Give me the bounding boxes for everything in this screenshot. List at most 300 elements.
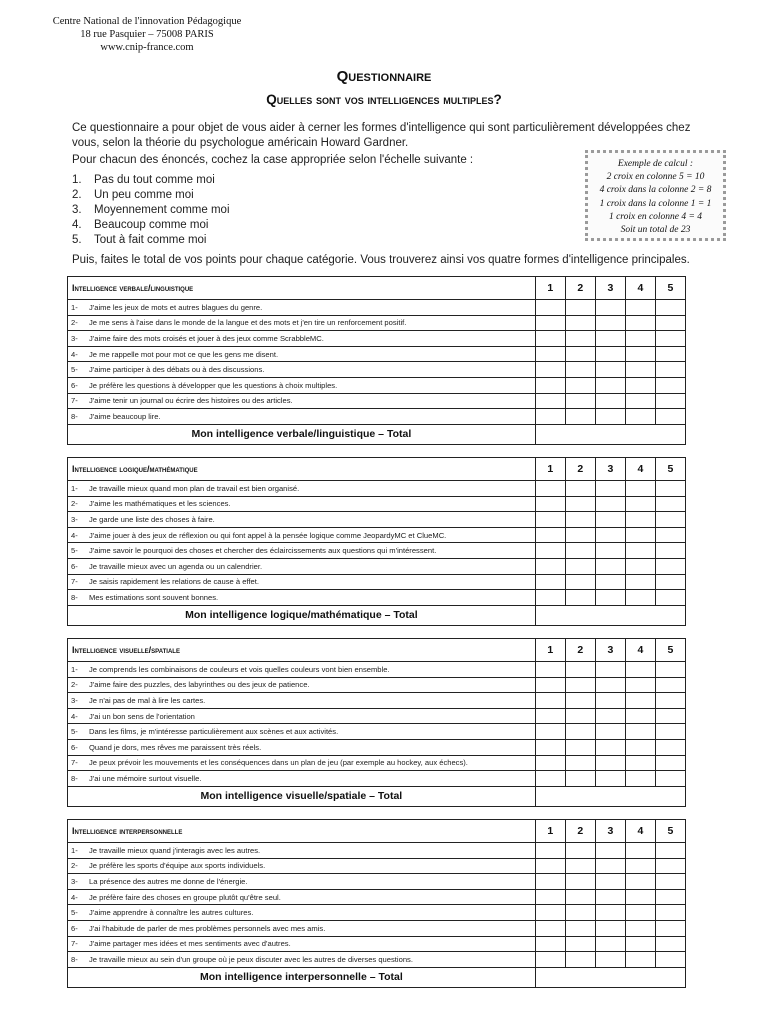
rating-checkbox-cell[interactable] [655,858,685,874]
rating-checkbox-cell[interactable] [535,677,565,693]
statement-text [68,409,536,425]
statement-label: Je n'ai pas de mal à lire les cartes. [89,695,206,705]
rating-checkbox-cell[interactable] [565,393,595,409]
rating-scale [72,173,230,248]
rating-checkbox-cell[interactable] [655,331,685,347]
statement-number: 8- [71,592,78,602]
rating-checkbox-cell[interactable] [535,527,565,543]
rating-checkbox-cell[interactable] [595,920,625,936]
rating-checkbox-cell[interactable] [535,496,565,512]
scale-column-header: 1 [535,277,565,300]
rating-checkbox-cell[interactable] [565,558,595,574]
rating-checkbox-cell[interactable] [535,843,565,859]
statement-number: 1- [71,302,78,312]
rating-checkbox-cell[interactable] [595,331,625,347]
statement-label: J'aime faire des mots croisés et jouer à des jeux comme ScrabbleMC. [89,333,324,343]
intro-instruction: Pour chacun des énoncés, cochez la case appropriée selon l'échelle suivante : [72,154,474,166]
statement-row [68,590,686,606]
total-row [68,967,686,987]
rating-checkbox-cell[interactable] [535,724,565,740]
rating-checkbox-cell[interactable] [535,771,565,787]
rating-checkbox-cell[interactable] [595,708,625,724]
scale-column-header: 5 [655,277,685,300]
rating-checkbox-cell[interactable] [565,362,595,378]
rating-checkbox-cell[interactable] [595,739,625,755]
rating-checkbox-cell[interactable] [625,527,655,543]
rating-checkbox-cell[interactable] [565,755,595,771]
rating-checkbox-cell[interactable] [655,377,685,393]
statement-row [68,481,686,497]
rating-checkbox-cell[interactable] [625,677,655,693]
statement-row [68,300,686,316]
statement-number: 1- [71,664,78,674]
statement-text [68,346,536,362]
rating-checkbox-cell[interactable] [655,558,685,574]
section-header [68,820,686,843]
statement-row [68,843,686,859]
statement-label: J'aime beaucoup lire. [89,411,161,421]
statement-label: Je travaille mieux quand mon plan de travail est bien organisé. [89,483,300,493]
rating-checkbox-cell[interactable] [595,315,625,331]
section-title: Intelligence visuelle/spatiale [68,639,536,662]
rating-checkbox-cell[interactable] [565,952,595,968]
rating-checkbox-cell[interactable] [595,377,625,393]
statement-text [68,574,536,590]
rating-checkbox-cell[interactable] [595,574,625,590]
rating-checkbox-cell[interactable] [565,315,595,331]
rating-checkbox-cell[interactable] [535,708,565,724]
org-name: Centre National de l'innovation Pédagogique [52,16,242,27]
rating-checkbox-cell[interactable] [655,952,685,968]
scale-column-header: 4 [625,277,655,300]
rating-checkbox-cell[interactable] [595,346,625,362]
statement-label: Je garde une liste des choses à faire. [89,514,215,524]
rating-checkbox-cell[interactable] [655,920,685,936]
rating-checkbox-cell[interactable] [565,843,595,859]
section-table [67,819,686,988]
rating-checkbox-cell[interactable] [625,724,655,740]
rating-checkbox-cell[interactable] [595,496,625,512]
statement-number: 6- [71,742,78,752]
scale-column-header: 5 [655,820,685,843]
rating-checkbox-cell[interactable] [595,952,625,968]
intro-purpose: Ce questionnaire a pour objet de vous aider à cerner les formes d'intelligence qui sont particulièrement développées chez vous, selon la théorie du psychologue américain Howard Gardner. [72,122,691,149]
scale-column-header: 4 [625,639,655,662]
statement-row [68,905,686,921]
statement-text [68,677,536,693]
statement-number: 6- [71,561,78,571]
rating-checkbox-cell[interactable] [625,739,655,755]
statement-label: J'aime jouer à des jeux de réflexion ou qui font appel à la pensée logique comme JeopardyMC et ClueMC. [89,530,447,540]
statement-text [68,755,536,771]
section-header [68,458,686,481]
statement-label: Quand je dors, mes rêves me paraissent très réels. [89,742,262,752]
statement-label: Je préfère les sports d'équipe aux sports individuels. [89,861,266,871]
statement-number: 3- [71,333,78,343]
rating-checkbox-cell[interactable] [565,574,595,590]
scale-item: 1. Pas du tout comme moi [72,174,215,186]
statement-row [68,558,686,574]
rating-checkbox-cell[interactable] [625,771,655,787]
section-title: Intelligence logique/mathématique [68,458,536,481]
rating-checkbox-cell[interactable] [625,755,655,771]
statement-number: 1- [71,483,78,493]
total-row [68,424,686,444]
rating-checkbox-cell[interactable] [625,708,655,724]
statement-label: J'aime les jeux de mots et autres blagues du genre. [89,302,263,312]
statement-number: 8- [71,773,78,783]
rating-checkbox-cell[interactable] [655,315,685,331]
rating-checkbox-cell[interactable] [535,315,565,331]
statement-number: 2- [71,499,78,509]
rating-checkbox-cell[interactable] [535,590,565,606]
rating-checkbox-cell[interactable] [595,590,625,606]
rating-checkbox-cell[interactable] [655,496,685,512]
statement-row [68,874,686,890]
rating-checkbox-cell[interactable] [565,920,595,936]
rating-checkbox-cell[interactable] [655,346,685,362]
statement-number: 2- [71,318,78,328]
statement-text [68,362,536,378]
statement-label: Je saisis rapidement les relations de cause à effet. [89,577,259,587]
rating-checkbox-cell[interactable] [535,512,565,528]
rating-checkbox-cell[interactable] [595,771,625,787]
statement-text [68,905,536,921]
statement-text [68,874,536,890]
statement-row [68,755,686,771]
scale-item: 2. Un peu comme moi [72,189,194,201]
rating-checkbox-cell[interactable] [565,724,595,740]
statement-text [68,843,536,859]
rating-checkbox-cell[interactable] [535,952,565,968]
rating-checkbox-cell[interactable] [655,481,685,497]
rating-checkbox-cell[interactable] [655,512,685,528]
statement-label: J'ai l'habitude de parler de mes problèmes personnels avec mes amis. [89,923,326,933]
rating-checkbox-cell[interactable] [535,377,565,393]
example-title: Exemple de calcul : [617,159,694,169]
rating-checkbox-cell[interactable] [595,905,625,921]
rating-checkbox-cell[interactable] [625,574,655,590]
statement-label: La présence des autres me donne de l'énergie. [89,876,248,886]
rating-checkbox-cell[interactable] [595,843,625,859]
section-table [67,638,686,807]
rating-checkbox-cell[interactable] [595,362,625,378]
rating-checkbox-cell[interactable] [535,662,565,678]
statement-text [68,377,536,393]
statement-text [68,708,536,724]
statement-number: 4- [71,711,78,721]
rating-checkbox-cell[interactable] [625,481,655,497]
rating-checkbox-cell[interactable] [565,874,595,890]
rating-checkbox-cell[interactable] [565,905,595,921]
scale-column-header: 4 [625,458,655,481]
intro-closing: Puis, faites le total de vos points pour chaque catégorie. Vous trouverez ainsi vos quatre formes d'intelligence principales. [72,254,690,266]
rating-checkbox-cell[interactable] [595,543,625,559]
statement-row [68,858,686,874]
rating-checkbox-cell[interactable] [595,409,625,425]
rating-checkbox-cell[interactable] [655,527,685,543]
rating-checkbox-cell[interactable] [625,496,655,512]
rating-checkbox-cell[interactable] [625,315,655,331]
rating-checkbox-cell[interactable] [565,936,595,952]
rating-checkbox-cell[interactable] [595,300,625,316]
rating-checkbox-cell[interactable] [595,677,625,693]
statement-label: J'aime partager mes idées et mes sentiments avec d'autres. [89,939,291,949]
example-line: 1 croix en colonne 4 = 4 [608,211,703,222]
rating-checkbox-cell[interactable] [655,905,685,921]
statement-label: Je travaille mieux au sein d'un groupe où je peux discuter avec les autres de diverses questions. [89,954,413,964]
rating-checkbox-cell[interactable] [655,590,685,606]
statement-number: 5- [71,908,78,918]
statement-row [68,377,686,393]
scale-item: 5. Tout à fait comme moi [72,234,207,246]
scale-column-header: 4 [625,820,655,843]
rating-checkbox-cell[interactable] [655,300,685,316]
rating-checkbox-cell[interactable] [535,755,565,771]
statement-row [68,936,686,952]
rating-checkbox-cell[interactable] [655,393,685,409]
scale-column-header: 5 [655,639,685,662]
statement-row [68,693,686,709]
statement-label: J'aime les mathématiques et les sciences. [89,499,231,509]
statement-row [68,346,686,362]
rating-checkbox-cell[interactable] [535,874,565,890]
rating-checkbox-cell[interactable] [535,300,565,316]
rating-checkbox-cell[interactable] [655,677,685,693]
rating-checkbox-cell[interactable] [655,693,685,709]
statement-text [68,771,536,787]
statement-row [68,771,686,787]
rating-checkbox-cell[interactable] [595,481,625,497]
scale-item: 4. Beaucoup comme moi [72,219,209,231]
rating-checkbox-cell[interactable] [535,481,565,497]
rating-checkbox-cell[interactable] [625,662,655,678]
rating-checkbox-cell[interactable] [565,377,595,393]
statement-text [68,300,536,316]
rating-checkbox-cell[interactable] [625,590,655,606]
rating-checkbox-cell[interactable] [565,300,595,316]
section-table [67,457,686,626]
rating-checkbox-cell[interactable] [655,889,685,905]
rating-checkbox-cell[interactable] [655,936,685,952]
statement-row [68,708,686,724]
statement-text [68,590,536,606]
rating-checkbox-cell[interactable] [565,693,595,709]
total-label: Mon intelligence logique/mathématique – Total [68,605,536,625]
statement-row [68,362,686,378]
rating-checkbox-cell[interactable] [655,574,685,590]
rating-checkbox-cell[interactable] [565,771,595,787]
statement-label: Je me rappelle mot pour mot ce que les gens me disent. [89,349,279,359]
statement-number: 4- [71,530,78,540]
statement-row [68,724,686,740]
rating-checkbox-cell[interactable] [595,527,625,543]
rating-checkbox-cell[interactable] [655,543,685,559]
rating-checkbox-cell[interactable] [625,905,655,921]
rating-checkbox-cell[interactable] [565,496,595,512]
rating-checkbox-cell[interactable] [565,543,595,559]
statement-label: Je peux prévoir les mouvements et les conséquences dans un plan de jeu (par exemple au hockey, aux échecs). [89,758,468,768]
scale-column-header: 2 [565,820,595,843]
scale-column-header: 3 [595,277,625,300]
rating-checkbox-cell[interactable] [625,858,655,874]
section-title: Intelligence interpersonnelle [68,820,536,843]
statement-text [68,936,536,952]
rating-checkbox-cell[interactable] [595,724,625,740]
rating-checkbox-cell[interactable] [535,543,565,559]
rating-checkbox-cell[interactable] [565,858,595,874]
scale-item: 3. Moyennement comme moi [72,204,230,216]
rating-checkbox-cell[interactable] [565,708,595,724]
statement-row [68,920,686,936]
total-input-cell[interactable] [535,424,685,444]
rating-checkbox-cell[interactable] [655,755,685,771]
rating-checkbox-cell[interactable] [595,858,625,874]
rating-checkbox-cell[interactable] [655,662,685,678]
rating-checkbox-cell[interactable] [625,512,655,528]
rating-checkbox-cell[interactable] [565,331,595,347]
total-input-cell[interactable] [535,786,685,806]
rating-checkbox-cell[interactable] [535,574,565,590]
statement-number: 8- [71,411,78,421]
rating-checkbox-cell[interactable] [655,362,685,378]
statement-number: 7- [71,577,78,587]
scale-column-header: 1 [535,458,565,481]
statement-row [68,662,686,678]
rating-checkbox-cell[interactable] [655,409,685,425]
statement-label: J'ai une mémoire surtout visuelle. [89,773,202,783]
rating-checkbox-cell[interactable] [655,874,685,890]
total-input-cell[interactable] [535,605,685,625]
rating-checkbox-cell[interactable] [625,874,655,890]
statement-label: Je préfère faire des choses en groupe plutôt qu'être seul. [89,892,281,902]
statement-row [68,677,686,693]
rating-checkbox-cell[interactable] [535,346,565,362]
statement-number: 2- [71,861,78,871]
statement-row [68,393,686,409]
rating-checkbox-cell[interactable] [565,889,595,905]
statement-number: 4- [71,892,78,902]
page-title: Questionnaire [336,68,432,85]
rating-checkbox-cell[interactable] [535,331,565,347]
rating-checkbox-cell[interactable] [595,662,625,678]
rating-checkbox-cell[interactable] [655,843,685,859]
rating-checkbox-cell[interactable] [595,512,625,528]
scale-column-header: 2 [565,458,595,481]
rating-checkbox-cell[interactable] [535,393,565,409]
statement-row [68,543,686,559]
example-line: Soit un total de 23 [620,225,691,236]
rating-checkbox-cell[interactable] [625,409,655,425]
org-website: www.cnip-france.com [100,42,194,53]
rating-checkbox-cell[interactable] [655,724,685,740]
rating-checkbox-cell[interactable] [625,558,655,574]
rating-checkbox-cell[interactable] [565,527,595,543]
total-label: Mon intelligence visuelle/spatiale – Total [68,786,536,806]
rating-checkbox-cell[interactable] [565,677,595,693]
rating-checkbox-cell[interactable] [565,481,595,497]
rating-checkbox-cell[interactable] [565,739,595,755]
rating-checkbox-cell[interactable] [655,708,685,724]
rating-checkbox-cell[interactable] [565,346,595,362]
statement-row [68,889,686,905]
rating-checkbox-cell[interactable] [625,300,655,316]
rating-checkbox-cell[interactable] [535,920,565,936]
rating-checkbox-cell[interactable] [655,771,685,787]
rating-checkbox-cell[interactable] [625,889,655,905]
section-title: Intelligence verbale/linguistique [68,277,536,300]
rating-checkbox-cell[interactable] [595,755,625,771]
rating-checkbox-cell[interactable] [535,558,565,574]
rating-checkbox-cell[interactable] [565,590,595,606]
rating-checkbox-cell[interactable] [595,393,625,409]
rating-checkbox-cell[interactable] [535,409,565,425]
statement-text [68,527,536,543]
organization-header [42,15,252,54]
statement-text [68,543,536,559]
rating-checkbox-cell[interactable] [625,393,655,409]
rating-checkbox-cell[interactable] [535,889,565,905]
statement-label: Mes estimations sont souvent bonnes. [89,592,219,602]
rating-checkbox-cell[interactable] [535,362,565,378]
rating-checkbox-cell[interactable] [595,558,625,574]
statement-text [68,481,536,497]
rating-checkbox-cell[interactable] [625,920,655,936]
rating-checkbox-cell[interactable] [625,346,655,362]
total-input-cell[interactable] [535,967,685,987]
rating-checkbox-cell[interactable] [595,936,625,952]
statement-text [68,393,536,409]
example-line: 2 croix en colonne 5 = 10 [606,172,705,183]
scale-column-header: 5 [655,458,685,481]
rating-checkbox-cell[interactable] [565,409,595,425]
rating-checkbox-cell[interactable] [625,952,655,968]
rating-checkbox-cell[interactable] [625,362,655,378]
statement-label: Je travaille mieux avec un agenda ou un calendrier. [89,561,263,571]
rating-checkbox-cell[interactable] [535,905,565,921]
scale-column-header: 3 [595,639,625,662]
statement-text [68,739,536,755]
rating-checkbox-cell[interactable] [625,693,655,709]
rating-checkbox-cell[interactable] [595,889,625,905]
rating-checkbox-cell[interactable] [535,693,565,709]
statement-label: J'aime savoir le pourquoi des choses et chercher des éclaircissements aux questions qui m'intéressent. [89,546,437,556]
rating-checkbox-cell[interactable] [535,739,565,755]
rating-checkbox-cell[interactable] [535,858,565,874]
rating-checkbox-cell[interactable] [565,512,595,528]
rating-checkbox-cell[interactable] [535,936,565,952]
statement-text [68,724,536,740]
statement-number: 2- [71,680,78,690]
statement-number: 3- [71,514,78,524]
rating-checkbox-cell[interactable] [625,843,655,859]
statement-number: 5- [71,727,78,737]
statement-label: Dans les films, je m'intéresse particulièrement aux scènes et aux activités. [89,727,339,737]
rating-checkbox-cell[interactable] [625,936,655,952]
rating-checkbox-cell[interactable] [655,739,685,755]
rating-checkbox-cell[interactable] [625,377,655,393]
rating-checkbox-cell[interactable] [625,331,655,347]
scale-column-header: 1 [535,820,565,843]
statement-text [68,496,536,512]
rating-checkbox-cell[interactable] [565,662,595,678]
rating-checkbox-cell[interactable] [625,543,655,559]
statement-number: 7- [71,758,78,768]
total-label: Mon intelligence interpersonnelle – Total [68,967,536,987]
rating-checkbox-cell[interactable] [595,874,625,890]
rating-checkbox-cell[interactable] [595,693,625,709]
scale-column-header: 2 [565,277,595,300]
